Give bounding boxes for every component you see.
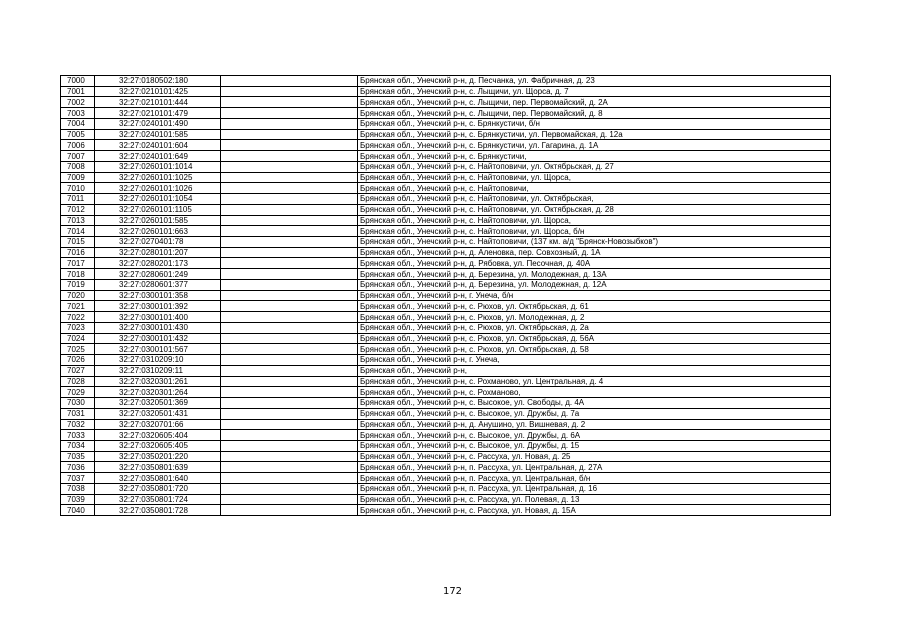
- address-cell: Брянская обл., Унечский р-н, с. Рассуха, ул. Полевая, д. 13: [358, 494, 831, 505]
- cadastral-number-cell: 32:27:0300101:430: [95, 322, 221, 333]
- address-cell: Брянская обл., Унечский р-н, с. Высокое, ул. Дружбы, д. 15: [358, 440, 831, 451]
- table-row: [61, 473, 831, 484]
- address-cell: Брянская обл., Унечский р-н, с. Найтоповичи, ул. Щорса, б/н: [358, 226, 831, 237]
- cadastral-number-cell: 32:27:0300101:392: [95, 301, 221, 312]
- row-number-cell: 7036: [61, 462, 95, 473]
- address-cell: Брянская обл., Унечский р-н, с. Найтоповичи, ул. Октябрьская, д. 28: [358, 204, 831, 215]
- row-number-cell: 7017: [61, 258, 95, 269]
- empty-cell: [221, 333, 358, 344]
- row-number-cell: 7014: [61, 226, 95, 237]
- page-number: 172: [442, 586, 463, 597]
- row-number-cell: 7011: [61, 194, 95, 205]
- empty-cell: [221, 301, 358, 312]
- empty-cell: [221, 376, 358, 387]
- table-row: [61, 440, 831, 451]
- row-number-cell: 7021: [61, 301, 95, 312]
- cadastral-number-cell: 32:27:0350801:720: [95, 483, 221, 494]
- row-number-cell: 7015: [61, 237, 95, 248]
- row-number-cell: 7004: [61, 118, 95, 129]
- table-row: [61, 505, 831, 516]
- cadastral-number-cell: 32:27:0350201:220: [95, 451, 221, 462]
- empty-cell: [221, 151, 358, 162]
- empty-cell: [221, 344, 358, 355]
- table-row: [61, 344, 831, 355]
- table-row: [61, 462, 831, 473]
- address-cell: Брянская обл., Унечский р-н, д. Березина, ул. Молодежная, д. 12А: [358, 279, 831, 290]
- table-row: [61, 322, 831, 333]
- table-row: [61, 430, 831, 441]
- empty-cell: [221, 279, 358, 290]
- table-row: [61, 279, 831, 290]
- cadastral-number-cell: 32:27:0240101:585: [95, 129, 221, 140]
- row-number-cell: 7032: [61, 419, 95, 430]
- row-number-cell: 7022: [61, 312, 95, 323]
- row-number-cell: 7033: [61, 430, 95, 441]
- empty-cell: [221, 215, 358, 226]
- row-number-cell: 7000: [61, 76, 95, 87]
- row-number-cell: 7034: [61, 440, 95, 451]
- empty-cell: [221, 290, 358, 301]
- table-row: [61, 355, 831, 366]
- cadastral-number-cell: 32:27:0240101:649: [95, 151, 221, 162]
- address-cell: Брянская обл., Унечский р-н, п. Рассуха, ул. Центральная, д. 27А: [358, 462, 831, 473]
- cadastral-number-cell: 32:27:0260101:663: [95, 226, 221, 237]
- table-row: [61, 247, 831, 258]
- table-row: [61, 226, 831, 237]
- empty-cell: [221, 430, 358, 441]
- cadastral-number-cell: 32:27:0260101:1105: [95, 204, 221, 215]
- table-row: [61, 140, 831, 151]
- empty-cell: [221, 237, 358, 248]
- cadastral-number-cell: 32:27:0350801:728: [95, 505, 221, 516]
- cadastral-number-cell: 32:27:0260101:585: [95, 215, 221, 226]
- table-row: [61, 451, 831, 462]
- address-cell: Брянская обл., Унечский р-н, п. Рассуха, ул. Центральная, д. 16: [358, 483, 831, 494]
- cadastral-number-cell: 32:27:0310209:11: [95, 365, 221, 376]
- address-cell: Брянская обл., Унечский р-н, п. Рассуха, ул. Центральная, б/н: [358, 473, 831, 484]
- address-cell: Брянская обл., Унечский р-н, д. Аленовка, пер. Совхозный, д. 1А: [358, 247, 831, 258]
- empty-cell: [221, 505, 358, 516]
- cadastral-number-cell: 32:27:0300101:358: [95, 290, 221, 301]
- row-number-cell: 7029: [61, 387, 95, 398]
- table-row: [61, 333, 831, 344]
- cadastral-number-cell: 32:27:0180502:180: [95, 76, 221, 87]
- table-row: [61, 376, 831, 387]
- address-cell: Брянская обл., Унечский р-н, д. Березина, ул. Молодежная, д. 13А: [358, 269, 831, 280]
- table-row: [61, 494, 831, 505]
- address-cell: Брянская обл., Унечский р-н, с. Лыщичи, ул. Щорса, д. 7: [358, 86, 831, 97]
- cadastral-number-cell: 32:27:0310209:10: [95, 355, 221, 366]
- row-number-cell: 7040: [61, 505, 95, 516]
- row-number-cell: 7001: [61, 86, 95, 97]
- cadastral-number-cell: 32:27:0300101:400: [95, 312, 221, 323]
- cadastral-number-cell: 32:27:0320701:66: [95, 419, 221, 430]
- row-number-cell: 7009: [61, 172, 95, 183]
- address-cell: Брянская обл., Унечский р-н, с. Лыщичи, пер. Первомайский, д. 2А: [358, 97, 831, 108]
- row-number-cell: 7006: [61, 140, 95, 151]
- address-cell: Брянская обл., Унечский р-н, с. Рюхов, ул. Октябрьская, д. 61: [358, 301, 831, 312]
- empty-cell: [221, 312, 358, 323]
- cadastral-number-cell: 32:27:0350801:724: [95, 494, 221, 505]
- table-row: [61, 118, 831, 129]
- empty-cell: [221, 419, 358, 430]
- empty-cell: [221, 97, 358, 108]
- table-row: [61, 108, 831, 119]
- cadastral-number-cell: 32:27:0300101:432: [95, 333, 221, 344]
- cadastral-number-cell: 32:27:0240101:490: [95, 118, 221, 129]
- row-number-cell: 7028: [61, 376, 95, 387]
- row-number-cell: 7025: [61, 344, 95, 355]
- empty-cell: [221, 473, 358, 484]
- table-row: [61, 258, 831, 269]
- row-number-cell: 7018: [61, 269, 95, 280]
- row-number-cell: 7038: [61, 483, 95, 494]
- empty-cell: [221, 172, 358, 183]
- address-cell: Брянская обл., Унечский р-н, с. Найтоповичи,: [358, 183, 831, 194]
- cadastral-number-cell: 32:27:0210101:479: [95, 108, 221, 119]
- empty-cell: [221, 183, 358, 194]
- row-number-cell: 7019: [61, 279, 95, 290]
- cadastral-number-cell: 32:27:0320301:264: [95, 387, 221, 398]
- empty-cell: [221, 204, 358, 215]
- empty-cell: [221, 494, 358, 505]
- row-number-cell: 7030: [61, 398, 95, 409]
- address-cell: Брянская обл., Унечский р-н, г. Унеча, б/н: [358, 290, 831, 301]
- address-cell: Брянская обл., Унечский р-н, с. Брянкустичи, б/н: [358, 118, 831, 129]
- row-number-cell: 7007: [61, 151, 95, 162]
- table-row: [61, 365, 831, 376]
- empty-cell: [221, 108, 358, 119]
- row-number-cell: 7026: [61, 355, 95, 366]
- table-row: [61, 76, 831, 87]
- table-row: [61, 419, 831, 430]
- empty-cell: [221, 387, 358, 398]
- empty-cell: [221, 483, 358, 494]
- address-cell: Брянская обл., Унечский р-н, д. Песчанка, ул. Фабричная, д. 23: [358, 76, 831, 87]
- empty-cell: [221, 440, 358, 451]
- address-cell: Брянская обл., Унечский р-н, с. Брянкустичи,: [358, 151, 831, 162]
- cadastral-number-cell: 32:27:0350801:640: [95, 473, 221, 484]
- address-cell: Брянская обл., Унечский р-н, с. Высокое, ул. Дружбы, д. 6А: [358, 430, 831, 441]
- empty-cell: [221, 365, 358, 376]
- table-row: [61, 151, 831, 162]
- table-row: [61, 172, 831, 183]
- table-row: [61, 183, 831, 194]
- table-row: [61, 97, 831, 108]
- address-cell: Брянская обл., Унечский р-н, с. Рохманово, ул. Центральная, д. 4: [358, 376, 831, 387]
- table-row: [61, 269, 831, 280]
- empty-cell: [221, 247, 358, 258]
- empty-cell: [221, 451, 358, 462]
- empty-cell: [221, 398, 358, 409]
- table-row: [61, 215, 831, 226]
- table-row: [61, 129, 831, 140]
- address-cell: Брянская обл., Унечский р-н, с. Найтоповичи, (137 км. а/д "Брянск-Новозыбков"): [358, 237, 831, 248]
- cadastral-number-cell: 32:27:0240101:604: [95, 140, 221, 151]
- address-cell: Брянская обл., Унечский р-н, с. Рассуха, ул. Новая, д. 25: [358, 451, 831, 462]
- row-number-cell: 7010: [61, 183, 95, 194]
- cadastral-number-cell: 32:27:0260101:1026: [95, 183, 221, 194]
- row-number-cell: 7002: [61, 97, 95, 108]
- row-number-cell: 7023: [61, 322, 95, 333]
- registry-table-body: [61, 76, 831, 516]
- cadastral-number-cell: 32:27:0210101:444: [95, 97, 221, 108]
- empty-cell: [221, 161, 358, 172]
- empty-cell: [221, 322, 358, 333]
- address-cell: Брянская обл., Унечский р-н, с. Рюхов, ул. Октябрьская, д. 58: [358, 344, 831, 355]
- empty-cell: [221, 194, 358, 205]
- row-number-cell: 7031: [61, 408, 95, 419]
- empty-cell: [221, 86, 358, 97]
- row-number-cell: 7027: [61, 365, 95, 376]
- cadastral-number-cell: 32:27:0280601:249: [95, 269, 221, 280]
- cadastral-number-cell: 32:27:0320605:405: [95, 440, 221, 451]
- row-number-cell: 7003: [61, 108, 95, 119]
- registry-table: [60, 75, 831, 516]
- address-cell: Брянская обл., Унечский р-н, с. Найтоповичи, ул. Щорса,: [358, 172, 831, 183]
- empty-cell: [221, 355, 358, 366]
- cadastral-number-cell: 32:27:0320605:404: [95, 430, 221, 441]
- address-cell: Брянская обл., Унечский р-н, г. Унеча,: [358, 355, 831, 366]
- address-cell: Брянская обл., Унечский р-н, д. Рябовка, ул. Песочная, д. 40А: [358, 258, 831, 269]
- empty-cell: [221, 226, 358, 237]
- address-cell: Брянская обл., Унечский р-н, с. Брянкустичи, ул. Первомайская, д. 12а: [358, 129, 831, 140]
- table-row: [61, 398, 831, 409]
- address-cell: Брянская обл., Унечский р-н, с. Рюхов, ул. Октябрьская, д. 2а: [358, 322, 831, 333]
- table-row: [61, 408, 831, 419]
- row-number-cell: 7016: [61, 247, 95, 258]
- cadastral-number-cell: 32:27:0210101:425: [95, 86, 221, 97]
- empty-cell: [221, 140, 358, 151]
- cadastral-number-cell: 32:27:0270401:78: [95, 237, 221, 248]
- row-number-cell: 7020: [61, 290, 95, 301]
- row-number-cell: 7008: [61, 161, 95, 172]
- row-number-cell: 7035: [61, 451, 95, 462]
- row-number-cell: 7039: [61, 494, 95, 505]
- table-row: [61, 194, 831, 205]
- address-cell: Брянская обл., Унечский р-н, с. Найтоповичи, ул. Щорса,: [358, 215, 831, 226]
- table-row: [61, 290, 831, 301]
- cadastral-number-cell: 32:27:0280201:173: [95, 258, 221, 269]
- table-row: [61, 161, 831, 172]
- address-cell: Брянская обл., Унечский р-н, с. Найтоповичи, ул. Октябрьская,: [358, 194, 831, 205]
- empty-cell: [221, 269, 358, 280]
- row-number-cell: 7037: [61, 473, 95, 484]
- cadastral-number-cell: 32:27:0280601:377: [95, 279, 221, 290]
- cadastral-number-cell: 32:27:0280101:207: [95, 247, 221, 258]
- row-number-cell: 7013: [61, 215, 95, 226]
- address-cell: Брянская обл., Унечский р-н, д. Анушино, ул. Вишневая, д. 2: [358, 419, 831, 430]
- address-cell: Брянская обл., Унечский р-н, с. Рохманово,: [358, 387, 831, 398]
- address-cell: Брянская обл., Унечский р-н, с. Высокое, ул. Свободы, д. 4А: [358, 398, 831, 409]
- table-row: [61, 237, 831, 248]
- address-cell: Брянская обл., Унечский р-н, с. Лыщичи, пер. Первомайский, д. 8: [358, 108, 831, 119]
- cadastral-number-cell: 32:27:0260101:1014: [95, 161, 221, 172]
- empty-cell: [221, 118, 358, 129]
- empty-cell: [221, 258, 358, 269]
- cadastral-number-cell: 32:27:0320301:261: [95, 376, 221, 387]
- row-number-cell: 7024: [61, 333, 95, 344]
- table-row: [61, 387, 831, 398]
- address-cell: Брянская обл., Унечский р-н, с. Высокое, ул. Дружбы, д. 7а: [358, 408, 831, 419]
- address-cell: Брянская обл., Унечский р-н, с. Брянкустичи, ул. Гагарина, д. 1А: [358, 140, 831, 151]
- table-row: [61, 301, 831, 312]
- table-row: [61, 483, 831, 494]
- cadastral-number-cell: 32:27:0350801:639: [95, 462, 221, 473]
- table-row: [61, 204, 831, 215]
- cadastral-number-cell: 32:27:0300101:567: [95, 344, 221, 355]
- empty-cell: [221, 408, 358, 419]
- empty-cell: [221, 76, 358, 87]
- cadastral-number-cell: 32:27:0260101:1054: [95, 194, 221, 205]
- cadastral-number-cell: 32:27:0320501:369: [95, 398, 221, 409]
- table-row: [61, 86, 831, 97]
- empty-cell: [221, 462, 358, 473]
- cadastral-number-cell: 32:27:0260101:1025: [95, 172, 221, 183]
- address-cell: Брянская обл., Унечский р-н, с. Найтоповичи, ул. Октябрьская, д. 27: [358, 161, 831, 172]
- row-number-cell: 7012: [61, 204, 95, 215]
- address-cell: Брянская обл., Унечский р-н, с. Рюхов, ул. Молодежная, д. 2: [358, 312, 831, 323]
- address-cell: Брянская обл., Унечский р-н, с. Рассуха, ул. Новая, д. 15А: [358, 505, 831, 516]
- address-cell: Брянская обл., Унечский р-н, с. Рюхов, ул. Октябрьская, д. 56А: [358, 333, 831, 344]
- cadastral-number-cell: 32:27:0320501:431: [95, 408, 221, 419]
- address-cell: Брянская обл., Унечский р-н,: [358, 365, 831, 376]
- empty-cell: [221, 129, 358, 140]
- row-number-cell: 7005: [61, 129, 95, 140]
- table-row: [61, 312, 831, 323]
